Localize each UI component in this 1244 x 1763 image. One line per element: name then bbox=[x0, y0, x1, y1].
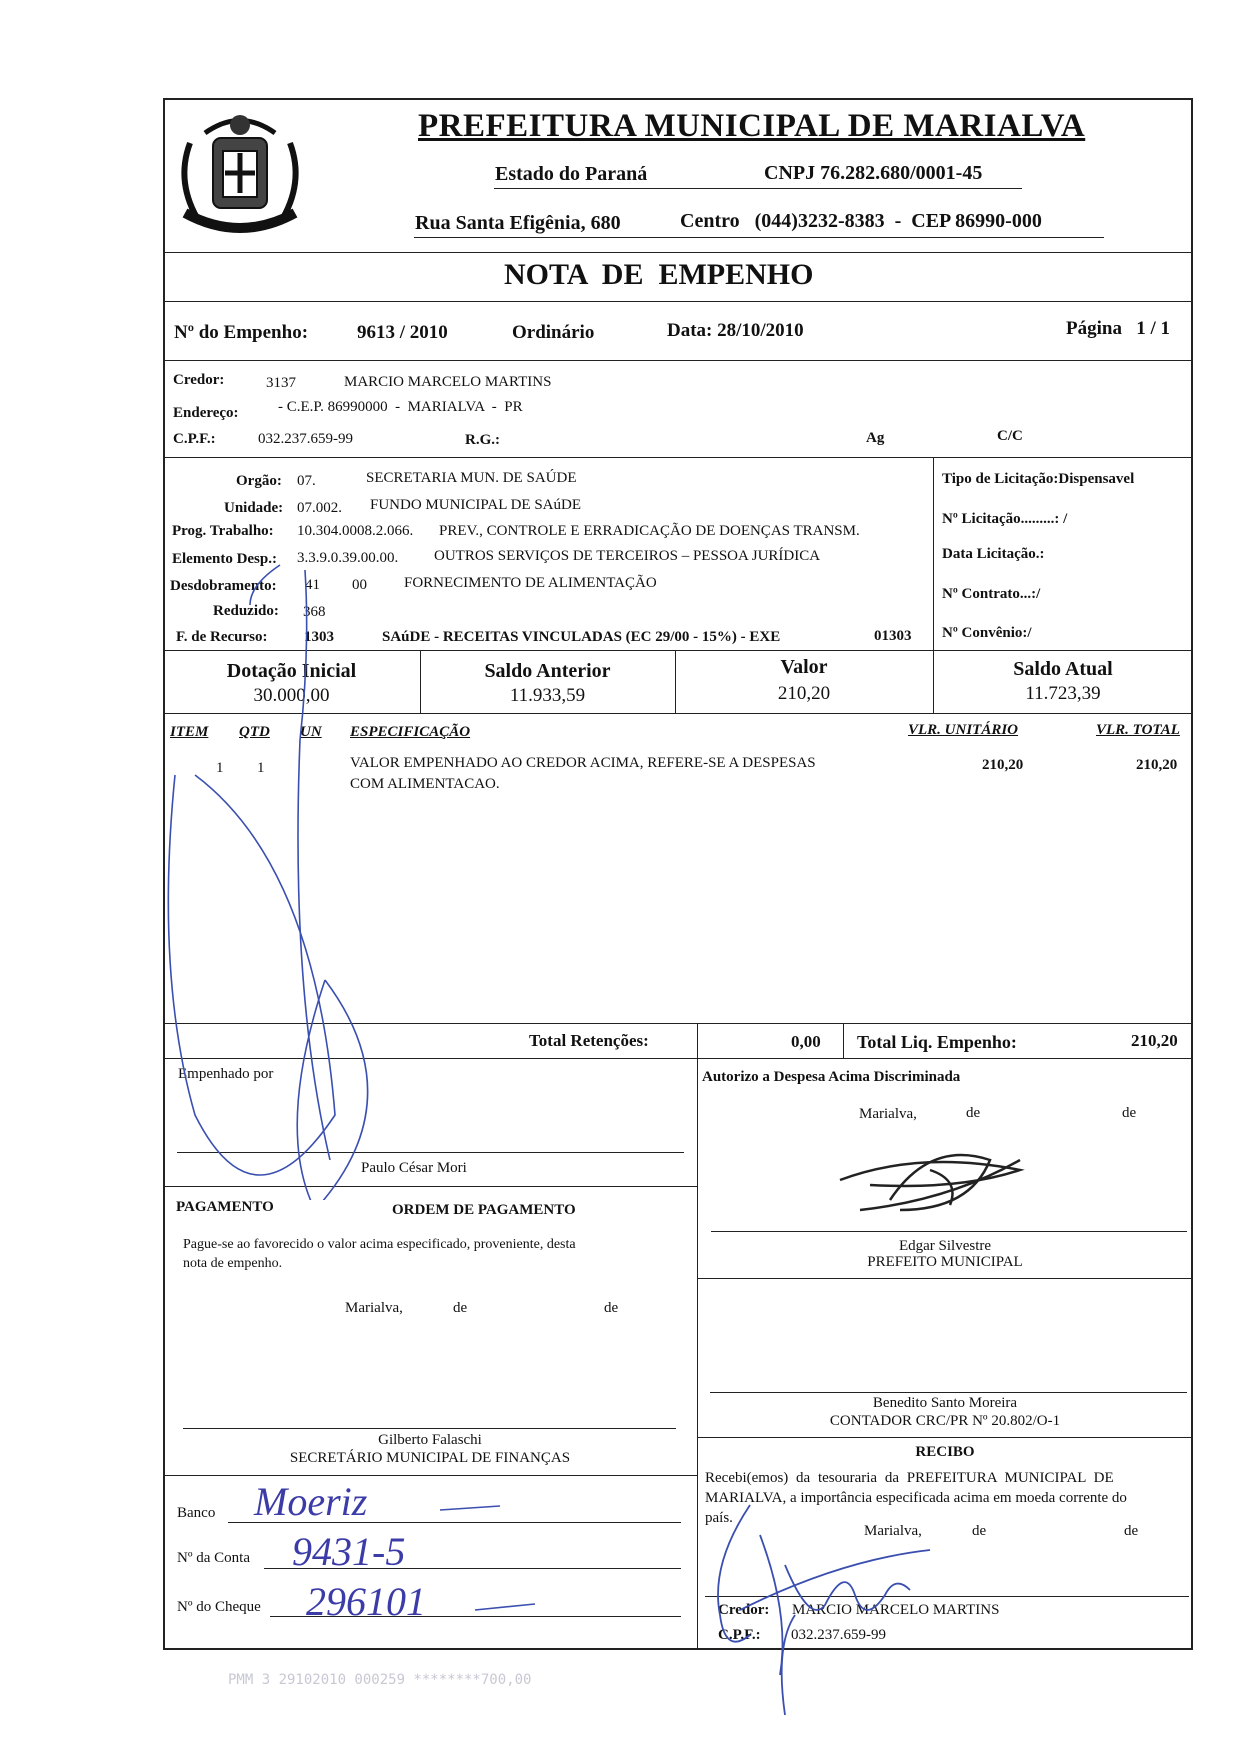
col-vlr-unitario: VLR. UNITÁRIO bbox=[908, 722, 1019, 738]
item-number: 1 bbox=[216, 760, 224, 776]
fonte-value: SAúDE - RECEITAS VINCULADAS (EC 29/00 - 15%) - EXE bbox=[382, 629, 781, 645]
valor-label: Valor bbox=[780, 656, 828, 678]
dotacao-label: Dotação Inicial bbox=[226, 660, 357, 682]
elemento-code: 3.3.9.0.39.00.00. bbox=[297, 550, 399, 566]
header-contact: Centro (044)3232-8383 - CEP 86990-000 bbox=[680, 210, 1042, 232]
prog-label: Prog. Trabalho: bbox=[172, 523, 274, 539]
page-number: Página 1 / 1 bbox=[1066, 318, 1170, 339]
recibo-cpf-label: C.P.F.: bbox=[718, 1627, 761, 1643]
autorizo-place: Marialva, bbox=[859, 1106, 917, 1122]
contador-name: Benedito Santo Moreira bbox=[872, 1395, 1018, 1411]
header-state: Estado do Paraná bbox=[495, 163, 648, 185]
cpf-value: 032.237.659-99 bbox=[258, 431, 353, 447]
financas-name: Gilberto Falaschi bbox=[378, 1432, 482, 1448]
recibo-credor-label: Credor: bbox=[718, 1602, 770, 1618]
header-title: PREFEITURA MUNICIPAL DE MARIALVA bbox=[418, 108, 1086, 144]
numero-convenio: Nº Convênio:/ bbox=[942, 625, 1032, 641]
total-retencoes-label: Total Retenções: bbox=[529, 1031, 649, 1050]
numero-licitacao: Nº Licitação.........: / bbox=[942, 511, 1068, 527]
document-title: NOTA DE EMPENHO bbox=[504, 258, 814, 291]
elemento-label: Elemento Desp.: bbox=[172, 551, 277, 567]
desdobramento-value: FORNECIMENTO DE ALIMENTAÇÃO bbox=[404, 575, 657, 591]
col-item: ITEM bbox=[170, 724, 209, 740]
empenho-number-label: Nº do Empenho: bbox=[174, 322, 309, 343]
col-qtd: QTD bbox=[239, 724, 270, 740]
fonte-label: F. de Recurso: bbox=[176, 629, 268, 645]
unidade-label: Unidade: bbox=[224, 500, 284, 516]
recibo-de2: de bbox=[1124, 1523, 1139, 1539]
item-spec-line2: COM ALIMENTACAO. bbox=[350, 776, 500, 792]
banco-label: Banco bbox=[177, 1505, 216, 1521]
valor-value: 210,20 bbox=[777, 683, 831, 704]
recibo-place: Marialva, bbox=[864, 1523, 922, 1539]
saldo-anterior-value: 11.933,59 bbox=[509, 685, 586, 706]
recibo-cpf-value: 032.237.659-99 bbox=[791, 1627, 886, 1643]
cpf-label: C.P.F.: bbox=[173, 431, 216, 447]
item-total-value: 210,20 bbox=[1136, 757, 1178, 773]
pagamento-de1: de bbox=[453, 1300, 468, 1316]
total-liquido-label: Total Liq. Empenho: bbox=[857, 1032, 1017, 1052]
empenho-date: Data: 28/10/2010 bbox=[667, 320, 804, 341]
total-retencoes-value: 0,00 bbox=[791, 1032, 821, 1051]
empenho-number: 9613 / 2010 bbox=[357, 322, 448, 343]
cc-label: C/C bbox=[997, 428, 1023, 444]
desdobramento-label: Desdobramento: bbox=[170, 578, 277, 594]
total-liquido-value: 210,20 bbox=[1131, 1031, 1178, 1050]
desdobramento-code: 41 bbox=[305, 577, 320, 593]
recibo-de1: de bbox=[972, 1523, 987, 1539]
endereco-label: Endereço: bbox=[173, 405, 239, 421]
validation-stamp: PMM 3 29102010 000259 ********700,00 bbox=[228, 1672, 532, 1688]
reduzido-value: 368 bbox=[303, 604, 326, 620]
unidade-code: 07.002. bbox=[297, 500, 342, 516]
autorizo-de2: de bbox=[1122, 1105, 1137, 1121]
item-spec-line1: VALOR EMPENHADO AO CREDOR ACIMA, REFERE-SE A DESPESAS bbox=[350, 755, 816, 771]
contador-role: CONTADOR CRC/PR Nº 20.802/O-1 bbox=[829, 1413, 1061, 1429]
orgao-value: SECRETARIA MUN. DE SAÚDE bbox=[366, 470, 577, 486]
endereco-value: - C.E.P. 86990000 - MARIALVA - PR bbox=[278, 399, 523, 415]
recibo-title: RECIBO bbox=[915, 1444, 975, 1460]
col-un: UN bbox=[300, 724, 322, 740]
empenhado-label: Empenhado por bbox=[178, 1066, 274, 1082]
rg-label: R.G.: bbox=[465, 432, 500, 448]
cheque-handwritten: 296101 bbox=[306, 1579, 426, 1624]
prog-code: 10.304.0008.2.066. bbox=[297, 523, 414, 539]
saldo-anterior-label: Saldo Anterior bbox=[484, 660, 611, 682]
elemento-value: OUTROS SERVIÇOS DE TERCEIROS – PESSOA JURÍDICA bbox=[434, 548, 821, 564]
header-address: Rua Santa Efigênia, 680 bbox=[415, 212, 621, 234]
item-qtd: 1 bbox=[257, 760, 265, 776]
fonte-number: 01303 bbox=[874, 628, 912, 644]
item-unit-value: 210,20 bbox=[982, 757, 1024, 773]
dotacao-value: 30.000,00 bbox=[253, 685, 330, 706]
autorizo-role: PREFEITO MUNICIPAL bbox=[867, 1254, 1023, 1270]
recibo-text-line3: país. bbox=[705, 1510, 733, 1526]
ag-label: Ag bbox=[866, 430, 885, 446]
data-licitacao: Data Licitação.: bbox=[942, 546, 1045, 562]
pagamento-de2: de bbox=[604, 1300, 619, 1316]
header-cnpj: CNPJ 76.282.680/0001-45 bbox=[764, 162, 983, 184]
prog-value: PREV., CONTROLE E ERRADICAÇÃO DE DOENÇAS TRANSM. bbox=[439, 523, 860, 539]
orgao-label: Orgão: bbox=[236, 473, 282, 489]
saldo-atual-label: Saldo Atual bbox=[1013, 658, 1113, 680]
coat-of-arms-logo bbox=[165, 103, 315, 253]
ordem-pagamento-label: ORDEM DE PAGAMENTO bbox=[392, 1202, 576, 1218]
autorizo-label: Autorizo a Despesa Acima Discriminada bbox=[702, 1069, 961, 1085]
numero-contrato: Nº Contrato...:/ bbox=[942, 586, 1041, 602]
pagamento-text-line1: Pague-se ao favorecido o valor acima especificado, proveniente, desta bbox=[183, 1237, 576, 1252]
recibo-text-line1: Recebi(emos) da tesouraria da PREFEITURA MUNICIPAL DE bbox=[705, 1470, 1114, 1486]
cheque-label: Nº do Cheque bbox=[177, 1599, 261, 1615]
unidade-value: FUNDO MUNICIPAL DE SAúDE bbox=[370, 497, 581, 513]
pagamento-text-line2: nota de empenho. bbox=[183, 1256, 283, 1271]
recibo-credor-name: MARCIO MARCELO MARTINS bbox=[792, 1602, 1000, 1618]
financas-role: SECRETÁRIO MUNICIPAL DE FINANÇAS bbox=[289, 1450, 571, 1466]
col-vlr-total: VLR. TOTAL bbox=[1096, 722, 1180, 738]
credor-label: Credor: bbox=[173, 372, 225, 388]
pagamento-label: PAGAMENTO bbox=[176, 1199, 274, 1215]
credor-name: MARCIO MARCELO MARTINS bbox=[344, 374, 552, 390]
orgao-code: 07. bbox=[297, 473, 316, 489]
tipo-licitacao: Tipo de Licitação:Dispensavel bbox=[942, 471, 1135, 487]
empenhado-name: Paulo César Mori bbox=[361, 1160, 467, 1176]
autorizo-name: Edgar Silvestre bbox=[898, 1238, 992, 1254]
empenho-type: Ordinário bbox=[512, 322, 595, 343]
pagamento-place: Marialva, bbox=[345, 1300, 403, 1316]
col-especificacao: ESPECIFICAÇÃO bbox=[350, 724, 471, 740]
autorizo-de1: de bbox=[966, 1105, 981, 1121]
reduzido-label: Reduzido: bbox=[213, 603, 279, 619]
conta-handwritten: 9431-5 bbox=[292, 1529, 406, 1574]
saldo-atual-value: 11.723,39 bbox=[1025, 683, 1101, 704]
fonte-code: 1303 bbox=[304, 629, 334, 645]
desdobramento-code2: 00 bbox=[352, 577, 367, 593]
banco-handwritten: Moeriz bbox=[254, 1479, 368, 1524]
recibo-text-line2: MARIALVA, a importância especificada acima em moeda corrente do bbox=[705, 1490, 1127, 1506]
conta-label: Nº da Conta bbox=[177, 1550, 250, 1566]
credor-code: 3137 bbox=[266, 375, 296, 391]
